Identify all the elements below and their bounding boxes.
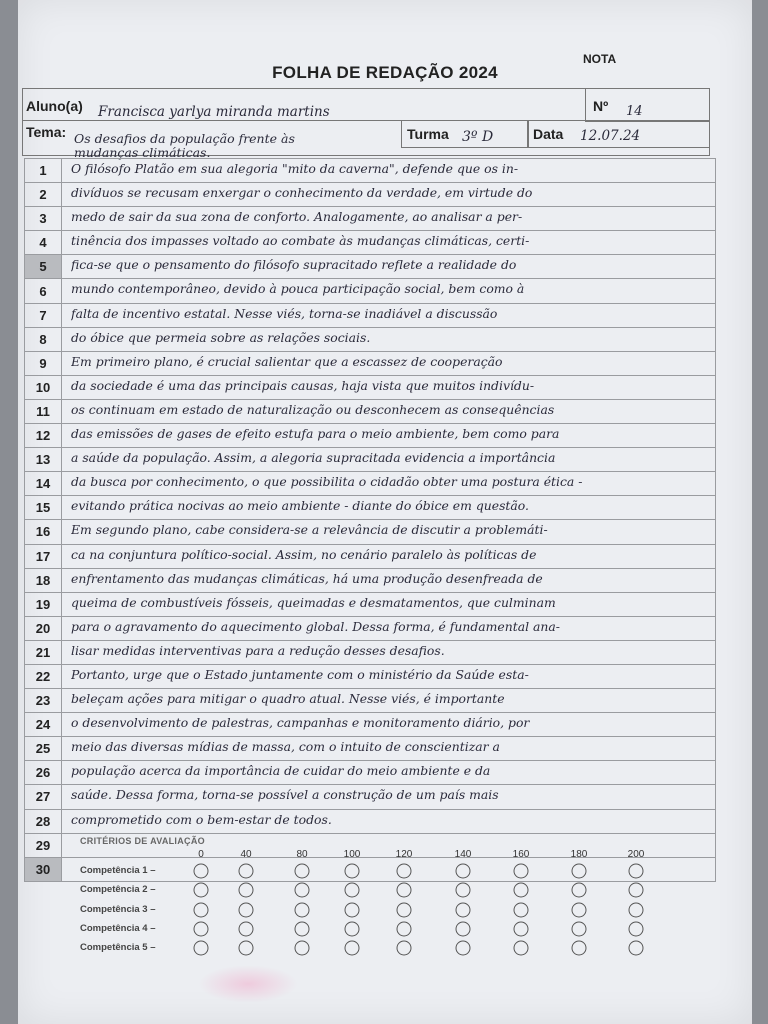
score-bubble[interactable]	[345, 903, 360, 918]
line-text: O filósofo Platão em sua alegoria "mito da caverna", defende que os in-	[71, 161, 519, 176]
score-bubble[interactable]	[456, 864, 471, 879]
line-text: ca na conjuntura político-social. Assim, no cenário paralelo às políticas de	[71, 546, 537, 562]
line-number: 28	[25, 810, 62, 833]
score-bubble[interactable]	[194, 903, 209, 918]
line-number: 27	[25, 785, 62, 808]
line-number: 8	[25, 328, 62, 351]
line-text: fica-se que o pensamento do filósofo supracitado reflete a realidade do	[71, 257, 517, 273]
line-text: população acerca da importância de cuidar do meio ambiente e da	[71, 763, 491, 779]
essay-line	[25, 183, 715, 207]
score-bubble[interactable]	[629, 941, 644, 956]
essay-line	[25, 569, 715, 593]
essay-line	[25, 472, 715, 496]
score-column-label: 40	[240, 849, 252, 860]
score-bubble[interactable]	[514, 941, 529, 956]
score-bubble[interactable]	[295, 903, 310, 918]
line-text: Portanto, urge que o Estado juntamente com o ministério da Saúde esta-	[71, 666, 529, 682]
line-number: 22	[25, 665, 62, 688]
tema-value-line1: Os desafios da população frente às	[74, 131, 295, 146]
line-text: o desenvolvimento de palestras, campanhas e monitoramento diário, por	[71, 715, 530, 731]
competencia-label: Competência 4 –	[80, 923, 156, 934]
score-bubble[interactable]	[572, 864, 587, 879]
essay-line	[25, 785, 715, 809]
competencia-label: Competência 3 –	[80, 904, 156, 915]
essay-line	[25, 448, 715, 472]
score-bubble[interactable]	[629, 903, 644, 918]
line-text: mundo contemporâneo, devido à pouca participação social, bem como à	[71, 281, 525, 297]
score-bubble[interactable]	[295, 922, 310, 937]
score-column-label: 80	[296, 849, 308, 860]
essay-line	[25, 328, 715, 352]
score-bubble[interactable]	[397, 922, 412, 937]
essay-line	[25, 689, 715, 713]
score-bubble[interactable]	[239, 903, 254, 918]
aluno-label: Aluno(a)	[26, 98, 83, 114]
score-bubble[interactable]	[239, 864, 254, 879]
line-number: 20	[25, 617, 62, 640]
line-number: 2	[25, 183, 62, 206]
score-bubble[interactable]	[397, 864, 412, 879]
essay-line	[25, 279, 715, 303]
score-bubble[interactable]	[514, 883, 529, 898]
criteria-title: CRITÉRIOS DE AVALIAÇÃO	[80, 836, 205, 846]
line-number: 29	[25, 834, 62, 857]
score-bubble[interactable]	[397, 903, 412, 918]
score-bubble[interactable]	[295, 883, 310, 898]
aluno-value: Francisca yarlya miranda martins	[98, 104, 330, 120]
nota-label: NOTA	[583, 52, 617, 66]
line-text: da busca por conhecimento, o que possibilita o cidadão obter uma postura ética -	[71, 474, 583, 490]
line-text: queima de combustíveis fósseis, queimadas e desmatamentos, que culminam	[71, 594, 556, 610]
line-number: 15	[25, 496, 62, 519]
essay-line	[25, 737, 715, 761]
line-number: 9	[25, 352, 62, 375]
line-text: para o agravamento do aquecimento global. Dessa forma, é fundamental ana-	[71, 618, 560, 634]
score-bubble[interactable]	[295, 864, 310, 879]
essay-line	[25, 424, 715, 448]
line-number: 18	[25, 569, 62, 592]
essay-line	[25, 761, 715, 785]
score-bubble[interactable]	[572, 903, 587, 918]
essay-line	[25, 304, 715, 328]
essay-line	[25, 713, 715, 737]
score-bubble[interactable]	[629, 864, 644, 879]
score-bubble[interactable]	[572, 941, 587, 956]
line-text: falta de incentivo estatal. Nesse viés, torna-se inadiável a discussão	[71, 305, 498, 321]
line-text: Em segundo plano, cabe considera-se a relevância de discutir a problemáti-	[71, 522, 548, 538]
essay-line	[25, 352, 715, 376]
line-text: medo de sair da sua zona de conforto. Analogamente, ao analisar a per-	[71, 209, 523, 225]
line-number: 26	[25, 761, 62, 784]
line-number: 21	[25, 641, 62, 664]
score-column-label: 100	[343, 849, 361, 860]
score-bubble[interactable]	[456, 941, 471, 956]
line-text: do óbice que permeia sobre as relações sociais.	[71, 329, 371, 345]
line-text: a saúde da população. Assim, a alegoria supracitada evidencia a importância	[71, 450, 556, 466]
score-column-label: 160	[512, 849, 530, 860]
data-value: 12.07.24	[580, 128, 641, 144]
essay-line	[25, 617, 715, 641]
turma-value: 3º D	[462, 129, 494, 145]
line-number: 16	[25, 520, 62, 543]
line-number: 25	[25, 737, 62, 760]
line-text: beleçam ações para mitigar o quadro atual. Nesse viés, é importante	[71, 691, 505, 707]
writing-lines	[24, 158, 716, 882]
score-column-label: 180	[570, 849, 588, 860]
line-number: 3	[25, 207, 62, 230]
score-bubble[interactable]	[194, 941, 209, 956]
essay-line	[25, 207, 715, 231]
essay-line	[25, 376, 715, 400]
line-text: os continuam em estado de naturalização ou desconhecem as consequências	[71, 401, 555, 417]
line-number: 11	[25, 400, 62, 423]
line-number: 17	[25, 545, 62, 568]
score-column-label: 200	[627, 849, 645, 860]
tema-value-line2: mudanças climáticas.	[74, 145, 211, 160]
essay-sheet	[18, 0, 752, 1024]
score-column-label: 140	[454, 849, 472, 860]
score-bubble[interactable]	[572, 922, 587, 937]
essay-line	[25, 520, 715, 544]
line-text: saúde. Dessa forma, torna-se possível a construção de um país mais	[71, 787, 499, 803]
pink-smudge	[198, 965, 298, 1003]
essay-line	[25, 665, 715, 689]
line-text: enfrentamento das mudanças climáticas, há uma produção desenfreada de	[71, 570, 543, 586]
essay-line	[25, 159, 715, 183]
line-number: 6	[25, 279, 62, 302]
line-number: 19	[25, 593, 62, 616]
competencia-label: Competência 5 –	[80, 942, 156, 953]
line-text: tinência dos impasses voltado ao combate às mudanças climáticas, certi-	[71, 233, 530, 249]
score-bubble[interactable]	[345, 883, 360, 898]
score-bubble[interactable]	[295, 941, 310, 956]
competencia-label: Competência 1 –	[80, 865, 156, 876]
line-text: meio das diversas mídias de massa, com o intuito de conscientizar a	[71, 739, 500, 755]
score-bubble[interactable]	[629, 922, 644, 937]
score-bubble[interactable]	[514, 922, 529, 937]
score-bubble[interactable]	[397, 883, 412, 898]
score-bubble[interactable]	[456, 903, 471, 918]
line-number: 14	[25, 472, 62, 495]
score-bubble[interactable]	[629, 883, 644, 898]
line-text: das emissões de gases de efeito estufa para o meio ambiente, bem como para	[71, 426, 560, 442]
essay-line	[25, 400, 715, 424]
line-text: lisar medidas interventivas para a redução desses desafios.	[71, 642, 445, 658]
essay-line	[25, 593, 715, 617]
line-number: 4	[25, 231, 62, 254]
essay-line	[25, 496, 715, 520]
score-bubble[interactable]	[194, 922, 209, 937]
line-number: 12	[25, 424, 62, 447]
line-number: 5	[25, 255, 62, 278]
line-number: 7	[25, 304, 62, 327]
score-bubble[interactable]	[456, 922, 471, 937]
essay-line	[25, 641, 715, 665]
competencia-label: Competência 2 –	[80, 884, 156, 895]
score-bubble[interactable]	[194, 864, 209, 879]
score-bubble[interactable]	[397, 941, 412, 956]
line-number: 24	[25, 713, 62, 736]
line-text: divíduos se recusam enxergar o conhecimento da verdade, em virtude do	[71, 185, 533, 201]
line-number: 23	[25, 689, 62, 712]
score-bubble[interactable]	[456, 883, 471, 898]
line-text: comprometido com o bem-estar de todos.	[71, 811, 332, 827]
line-number: 13	[25, 448, 62, 471]
line-number: 1	[25, 159, 62, 182]
line-text: evitando prática nocivas ao meio ambiente - diante do óbice em questão.	[71, 498, 529, 514]
turma-label: Turma	[407, 126, 449, 142]
line-text: da sociedade é uma das principais causas, haja vista que muitos indivídu-	[71, 377, 535, 393]
essay-line	[25, 255, 715, 279]
score-bubble[interactable]	[514, 903, 529, 918]
sheet-title: FOLHA DE REDAÇÃO 2024	[272, 63, 498, 82]
essay-line	[25, 231, 715, 255]
score-bubble[interactable]	[194, 883, 209, 898]
score-bubble[interactable]	[239, 883, 254, 898]
line-number: 10	[25, 376, 62, 399]
line-text: Em primeiro plano, é crucial salientar que a escassez de cooperação	[71, 353, 503, 369]
score-bubble[interactable]	[514, 864, 529, 879]
score-bubble[interactable]	[345, 922, 360, 937]
no-value: 14	[626, 104, 643, 119]
score-column-label: 120	[395, 849, 413, 860]
line-number: 30	[25, 858, 62, 881]
score-bubble[interactable]	[239, 941, 254, 956]
essay-line	[25, 545, 715, 569]
score-bubble[interactable]	[239, 922, 254, 937]
score-bubble[interactable]	[345, 941, 360, 956]
tema-label: Tema:	[26, 124, 67, 140]
score-column-label: 0	[198, 849, 204, 860]
no-label: Nº	[593, 98, 609, 114]
data-label: Data	[533, 126, 564, 142]
score-bubble[interactable]	[572, 883, 587, 898]
score-bubble[interactable]	[345, 864, 360, 879]
essay-line	[25, 810, 715, 834]
